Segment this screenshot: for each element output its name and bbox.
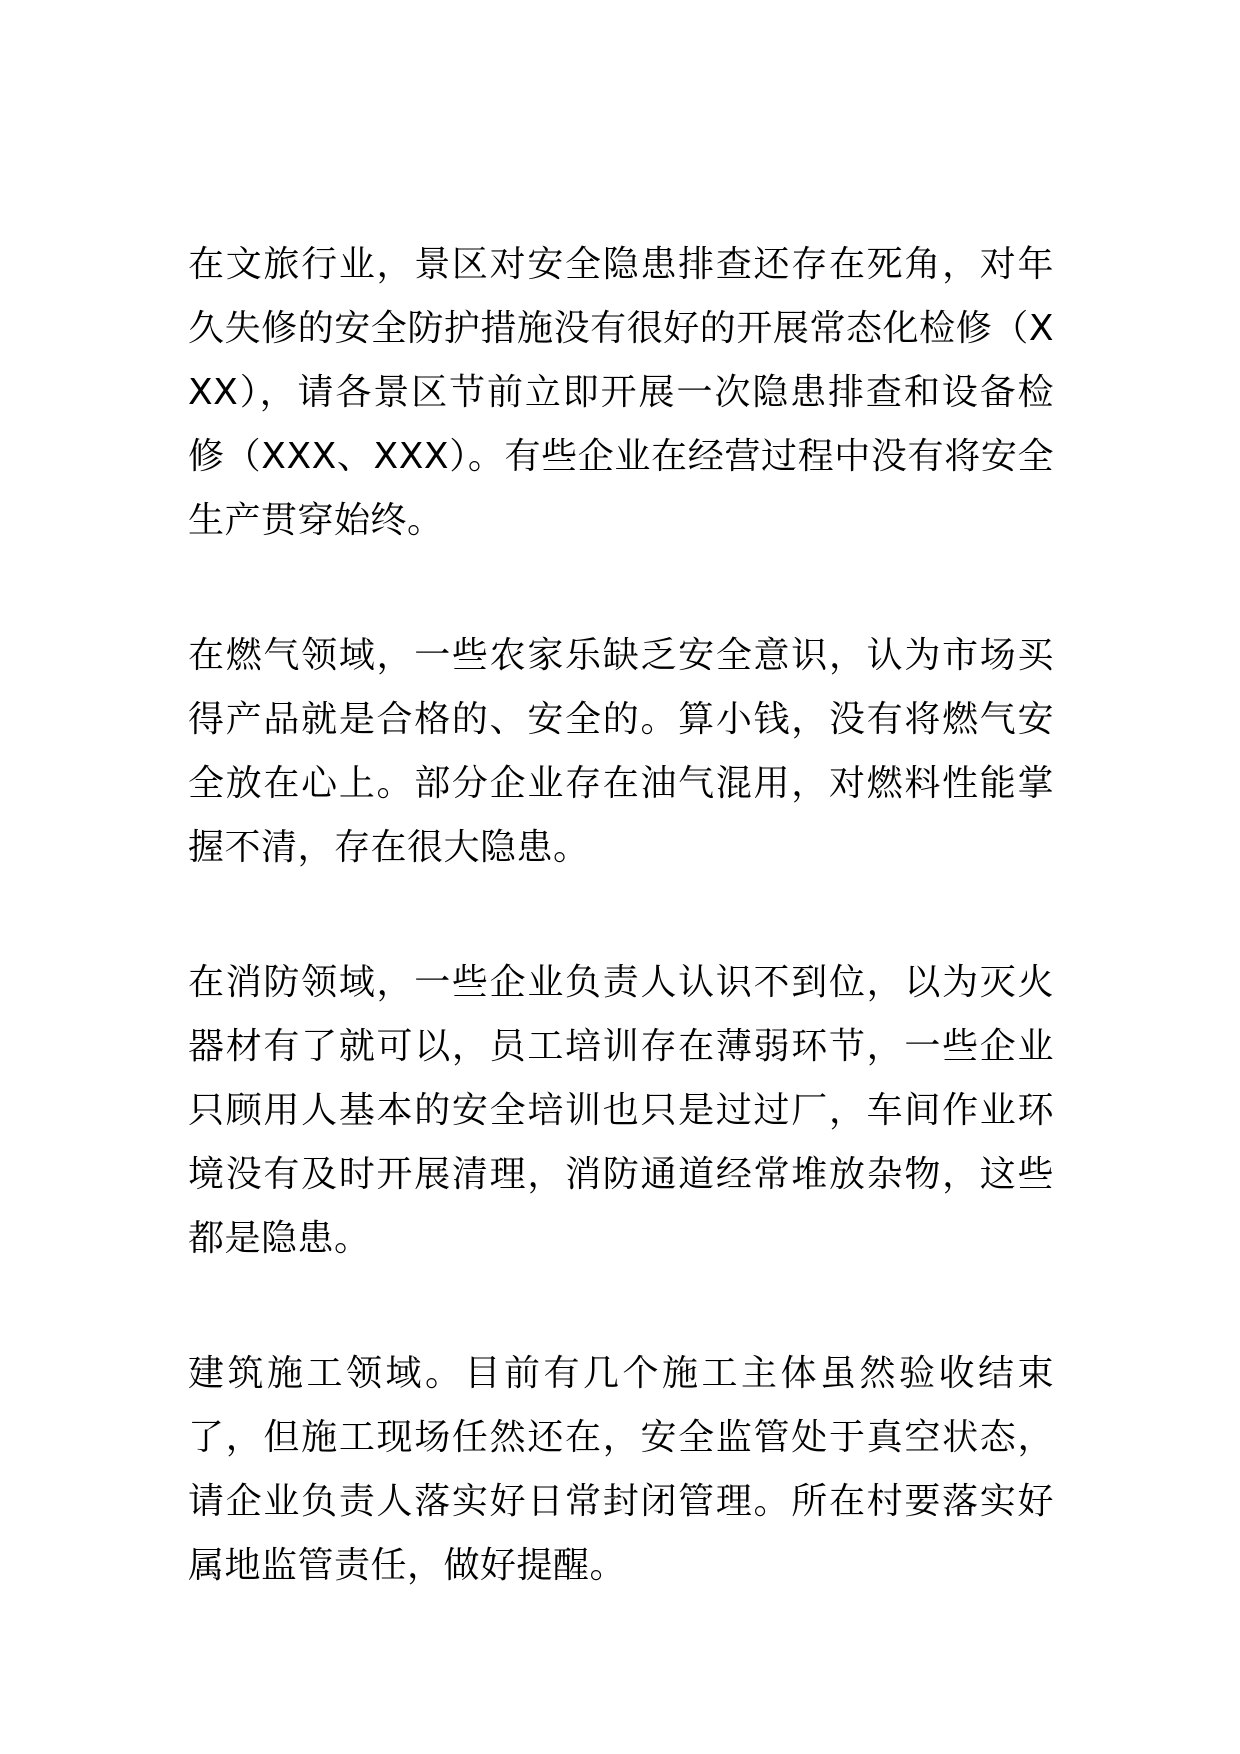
paragraph-construction: 建筑施工领域。目前有几个施工主体虽然验收结束了，但施工现场任然还在，安全监管处于真空状态，请企业负责人落实好日常封闭管理。所在村要落实好属地监管责任，做好提醒。 xyxy=(188,1353,1054,1586)
paragraph-fire-safety: 在消防领域，一些企业负责人认识不到位，以为灭火器材有了就可以，员工培训存在薄弱环节，一些企业只顾用人基本的安全培训也只是过过厂，车间作业环境没有及时开展清理，消防通道经常堆放杂物，这些都是隐患。 xyxy=(188,962,1054,1259)
paragraph-gas: 在燃气领域，一些农家乐缺乏安全意识，认为市场买得产品就是合格的、安全的。算小钱，没有将燃气安全放在心上。部分企业存在油气混用，对燃料性能掌握不清，存在很大隐患。 xyxy=(188,635,1054,868)
paragraph-tourism: 在文旅行业，景区对安全隐患排查还存在死角，对年久失修的安全防护措施没有很好的开展常态化检修（XXX），请各景区节前立即开展一次隐患排查和设备检修（XXX、XXX）。有些企业在经营过程中没有将安全生产贯穿始终。 xyxy=(188,244,1054,541)
document-body xyxy=(188,233,1054,1598)
